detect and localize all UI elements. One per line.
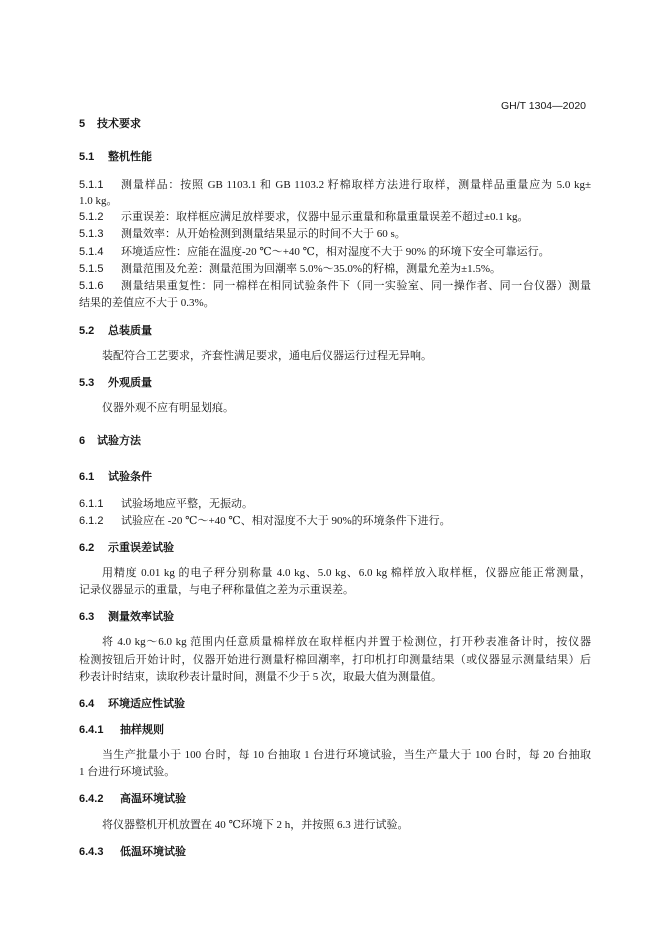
clause-number: 5.1.6 (79, 280, 104, 292)
clause-5-1-6-continuation (79, 296, 591, 310)
clause-text-line: 结果的差值应不大于 0.3%。 (79, 297, 215, 309)
subsection-title: 环境适应性试验 (108, 698, 185, 710)
clause-heading-6-4-3 (79, 845, 591, 859)
clause-5-1-5 (79, 262, 591, 276)
paragraph-line: 1 台进行环境试验。 (79, 766, 176, 778)
clause-heading-6-4-1 (79, 723, 591, 737)
paragraph-6-3-line-1 (102, 635, 591, 649)
clause-number: 6.1.1 (79, 498, 104, 510)
clause-text-line: 测量效率：从开始检测到测量结果显示的时间不大于 60 s。 (121, 228, 406, 240)
subsection-heading-5-3 (79, 376, 591, 390)
clause-number: 5.1.2 (79, 211, 104, 223)
subsection-number: 6.2 (79, 542, 95, 554)
standard-code-header: GH/T 1304—2020 (500, 100, 586, 112)
paragraph-line: 记录仪器显示的重量，与电子秤称量值之差为示重误差。 (79, 584, 354, 596)
clause-6-1-1 (79, 497, 591, 511)
section-number: 6 (79, 435, 86, 447)
subsection-title: 示重误差试验 (108, 542, 174, 554)
clause-title: 抽样规则 (120, 724, 164, 736)
subsection-title: 总装质量 (108, 325, 152, 337)
paragraph-6-4-2 (102, 818, 591, 832)
clause-number: 6.1.2 (79, 515, 104, 527)
clause-5-1-4 (79, 245, 591, 259)
clause-text-line: 测量结果重复性：同一棉样在相同试验条件下（同一实验室、同一操作者、同一台仪器）测量 (121, 280, 591, 292)
paragraph-line: 当生产批量小于 100 台时，每 10 台抽取 1 台进行环境试验，当生产量大于 100 台时，每 20 台抽取 (102, 749, 591, 761)
clause-text-line: 示重误差：取样框应满足放样要求，仪器中显示重量和称量重量误差不超过±0.1 kg。 (121, 211, 529, 223)
clause-number: 5.1.5 (79, 263, 104, 275)
subsection-number: 6.4 (79, 698, 95, 710)
paragraph-6-3-line-3 (79, 670, 591, 684)
section-title: 试验方法 (97, 435, 141, 447)
paragraph-line: 检测按钮后开始计时，仪器开始进行测量籽棉回潮率，打印机打印测量结果（或仪器显示测量结果）后 (79, 654, 591, 666)
paragraph-line: 将仪器整机开机放置在 40 ℃环境下 2 h，并按照 6.3 进行试验。 (102, 819, 409, 831)
clause-number: 6.4.3 (79, 846, 104, 858)
clause-number: 5.1.4 (79, 246, 104, 258)
clause-number: 6.4.2 (79, 793, 104, 805)
section-title: 技术要求 (97, 118, 141, 130)
clause-text-line: 试验场地应平整，无振动。 (121, 498, 253, 510)
clause-number: 6.4.1 (79, 724, 104, 736)
subsection-title: 试验条件 (108, 471, 152, 483)
paragraph-6-2-line-1 (102, 566, 591, 580)
clause-number: 5.1.3 (79, 228, 104, 240)
clause-text-line: 1.0 kg。 (79, 195, 118, 207)
section-heading-6 (79, 434, 591, 448)
subsection-number: 5.1 (79, 151, 95, 163)
subsection-number: 5.3 (79, 377, 95, 389)
clause-heading-6-4-2 (79, 792, 591, 806)
clause-5-1-3 (79, 227, 591, 241)
clause-text-line: 测量样品：按照 GB 1103.1 和 GB 1103.2 籽棉取样方法进行取样，测量样品重量应为 5.0 kg± (121, 179, 591, 191)
paragraph-6-2-line-2 (79, 583, 591, 597)
clause-5-1-2 (79, 210, 591, 224)
clause-text-line: 试验应在 -20 ℃～+40 ℃、相对湿度不大于 90%的环境条件下进行。 (121, 515, 451, 527)
paragraph-line: 秒表计时结束，读取秒表计量时间，测量不少于 5 次，取最大值为测量值。 (79, 671, 442, 683)
clause-title: 高温环境试验 (120, 793, 186, 805)
subsection-heading-5-1 (79, 150, 591, 164)
clause-5-1-1 (79, 178, 591, 192)
clause-5-1-1-continuation (79, 194, 591, 208)
subsection-heading-6-1 (79, 470, 591, 484)
section-heading-5 (79, 117, 591, 131)
subsection-heading-6-2 (79, 541, 591, 555)
paragraph-5-3 (102, 401, 591, 415)
paragraph-line: 将 4.0 kg～6.0 kg 范围内任意质量棉样放在取样框内并置于检测位，打开秒表准备计时，按仪器 (102, 636, 591, 648)
clause-text-line: 测量范围及允差：测量范围为回潮率 5.0%～35.0%的籽棉，测量允差为±1.5%。 (121, 263, 502, 275)
paragraph-line: 仪器外观不应有明显划痕。 (102, 402, 234, 414)
subsection-heading-5-2 (79, 324, 591, 338)
subsection-heading-6-4 (79, 697, 591, 711)
clause-6-1-2 (79, 514, 591, 528)
paragraph-5-2 (102, 349, 591, 363)
paragraph-line: 装配符合工艺要求，齐套性满足要求，通电后仪器运行过程无异响。 (102, 350, 432, 362)
clause-text-line: 环境适应性：应能在温度-20 ℃～+40 ℃，相对湿度不大于 90% 的环境下安全可靠运行。 (121, 246, 550, 258)
subsection-title: 测量效率试验 (108, 611, 174, 623)
clause-number: 5.1.1 (79, 179, 104, 191)
paragraph-6-4-1-line-2 (79, 765, 591, 779)
subsection-title: 整机性能 (108, 151, 152, 163)
subsection-number: 6.1 (79, 471, 95, 483)
subsection-title: 外观质量 (108, 377, 152, 389)
clause-5-1-6 (79, 279, 591, 293)
subsection-number: 5.2 (79, 325, 95, 337)
paragraph-6-3-line-2 (79, 653, 591, 667)
clause-title: 低温环境试验 (120, 846, 186, 858)
paragraph-6-4-1-line-1 (102, 748, 591, 762)
section-number: 5 (79, 118, 86, 130)
subsection-heading-6-3 (79, 610, 591, 624)
paragraph-line: 用精度 0.01 kg 的电子秤分别称量 4.0 kg、5.0 kg、6.0 kg 棉样放入取样框，仪器应能正常测量， (102, 567, 591, 579)
subsection-number: 6.3 (79, 611, 95, 623)
